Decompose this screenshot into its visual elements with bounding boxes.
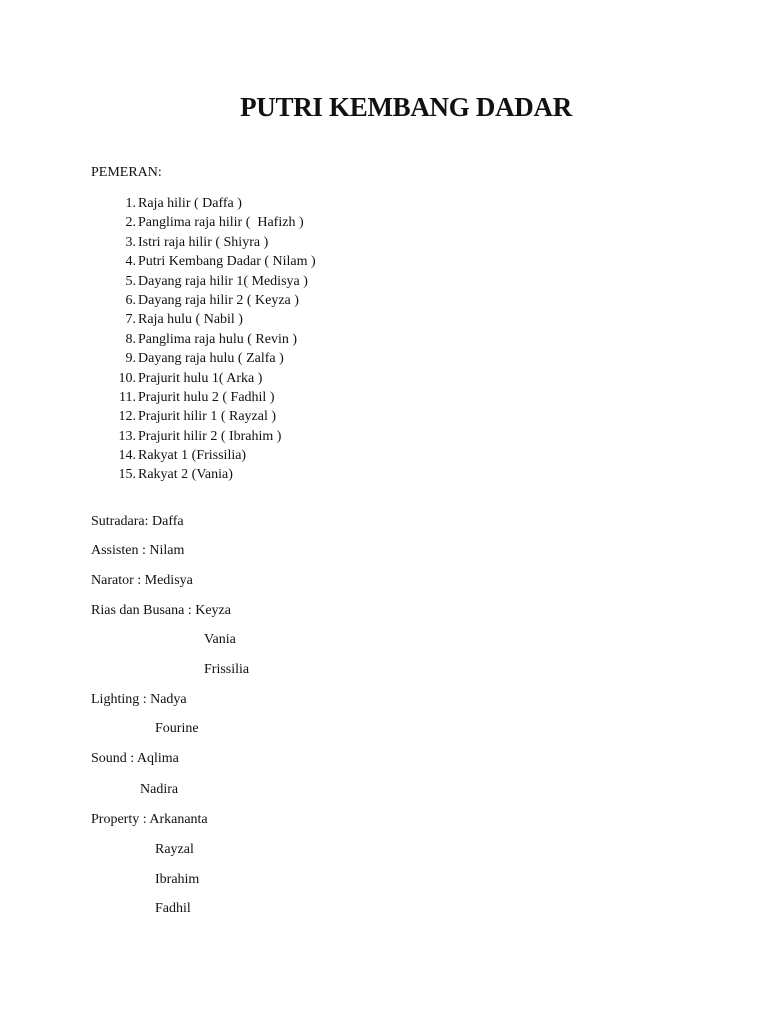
list-item: 11. Prajurit hulu 2 ( Fadhil ): [119, 389, 275, 405]
list-item: 7. Raja hulu ( Nabil ): [125, 312, 243, 328]
list-item: 14. Rakyat 1 (Frissilia): [118, 448, 247, 464]
crew-sutradara: Sutradara: Daffa: [91, 514, 184, 529]
list-item: 3. Istri raja hilir ( Shiyra ): [125, 234, 269, 250]
crew-sound-2: Nadira: [140, 782, 179, 797]
crew-sound: Sound : Aqlima: [91, 751, 179, 766]
list-item: 15. Rakyat 2 (Vania): [118, 467, 233, 483]
crew-property: Property : Arkananta: [91, 812, 208, 827]
crew-rias-3: Frissilia: [204, 662, 250, 677]
list-item: 9. Dayang raja hulu ( Zalfa ): [125, 351, 284, 367]
list-item: 12. Prajurit hilir 1 ( Rayzal ): [118, 409, 277, 425]
crew-lighting: Lighting : Nadya: [91, 692, 187, 707]
crew-property-4: Fadhil: [155, 901, 191, 916]
list-item: 4. Putri Kembang Dadar ( Nilam ): [125, 254, 316, 270]
list-item: 10. Prajurit hulu 1( Arka ): [118, 370, 263, 386]
crew-property-3: Ibrahim: [155, 872, 200, 887]
crew-property-2: Rayzal: [155, 842, 194, 857]
crew-lighting-2: Fourine: [155, 721, 199, 736]
list-item: 13. Prajurit hilir 2 ( Ibrahim ): [118, 428, 282, 444]
crew-assisten: Assisten : Nilam: [91, 543, 185, 558]
list-item: 8. Panglima raja hulu ( Revin ): [125, 331, 298, 347]
list-item: 6. Dayang raja hilir 2 ( Keyza ): [125, 292, 299, 308]
list-item: 5. Dayang raja hilir 1( Medisya ): [125, 273, 308, 289]
crew-rias-busana: Rias dan Busana : Keyza: [91, 603, 231, 618]
list-item: 1. Raja hilir ( Daffa ): [125, 196, 242, 211]
document-title: PUTRI KEMBANG DADAR: [240, 92, 572, 122]
crew-narator: Narator : Medisya: [91, 573, 193, 588]
list-item: 2. Panglima raja hilir ( Hafizh ): [125, 215, 304, 231]
cast-list: [91, 194, 316, 485]
cast-label: PEMERAN:: [91, 165, 162, 180]
crew-rias-2: Vania: [204, 632, 236, 647]
